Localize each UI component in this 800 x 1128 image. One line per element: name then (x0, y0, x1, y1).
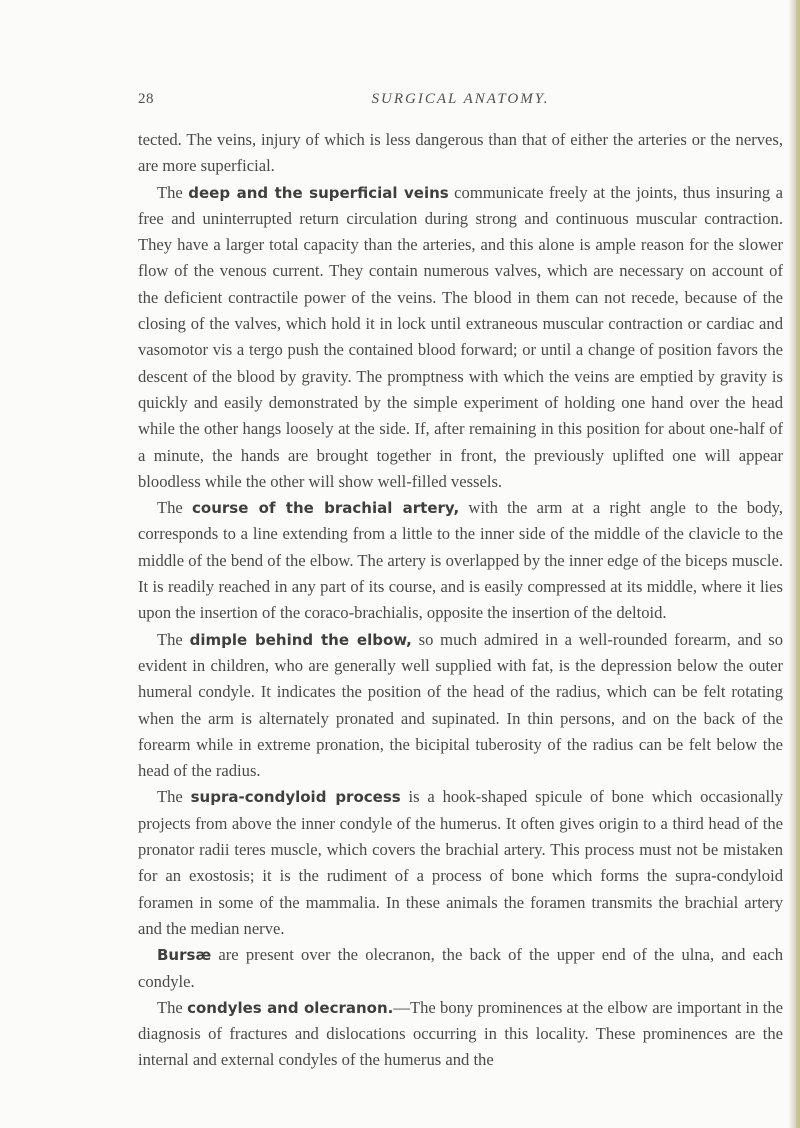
bold-term: condyles and olecranon. (187, 998, 394, 1017)
paragraph-text: with the arm at a right angle to the body, corresponds to a line extending from a little to the inner side of the middle of the clavicle to the middle of the bend of the elbow. The artery is overlapped by the inner edge of the biceps muscle. It is readily reached in any part of its course, and is easily compressed at its middle, where it lies upon the insertion of the coraco-brachialis, opposite the insertion of the deltoid. (138, 498, 784, 623)
bold-term: deep and the superficial veins (188, 183, 449, 202)
paragraph-brachial-artery (138, 495, 783, 626)
paragraph-text: —The bony prominences at the elbow are important in the diagnosis of fractures and dislocations occurring in this locality. These prominences are the internal and external condyles of the humerus and the (138, 997, 783, 1070)
paragraph-text: is a hook-shaped spicule of bone which occasionally projects from above the inner condyle of the humerus. It often gives origin to a third head of the pronator radii teres muscle, which covers the brachial artery. This process must not be mistaken for an exostosis; it is the rudiment of a process of bone which forms the supra-condyloid foramen in some of the mammalia. In these animals the foramen transmits the brachial artery and the median nerve. (138, 787, 784, 938)
running-title: SURGICAL ANATOMY. (371, 91, 550, 107)
paragraph-lead: The (157, 498, 193, 518)
page-edge-shading (788, 0, 800, 1128)
page-number: 28 (138, 91, 154, 107)
paragraph-lead: The (157, 787, 191, 807)
paragraph-text: so much admired in a well-rounded forearm, and so evident in children, who are generally well supplied with fat, is the depression below the outer humeral condyle. It indicates the position of the head of the radius, which can be felt rotating when the arm is alternately pronated and supinated. In thin persons, and on the back of the forearm while in extreme pronation, the bicipital tuberosity of the radius can be felt below the head of the radius. (138, 629, 783, 781)
paragraph-lead: The (157, 629, 190, 649)
paragraph-text: tected. The veins, injury of which is less dangerous than that of either the arteries or the nerves, are more superficial. (138, 130, 783, 176)
paragraph-text: are present over the olecranon, the back of the upper end of the ulna, and each condyle. (138, 945, 783, 991)
paragraph-bursae (138, 942, 783, 995)
paragraph-lead: The (157, 997, 188, 1017)
paragraph-condyles (138, 995, 783, 1074)
bold-term: supra-condyloid process (190, 788, 401, 807)
bold-term: Bursæ (157, 946, 212, 965)
paragraph-veins (138, 180, 783, 496)
page-header (138, 91, 783, 113)
paragraph-supra-condyloid (138, 784, 783, 942)
paragraph-lead: The (157, 182, 189, 202)
bold-term: dimple behind the elbow, (189, 630, 412, 649)
paragraph-continuation (138, 127, 783, 180)
paragraph-text: communicate freely at the joints, thus insuring a free and uninterrupted return circulation during strong and continuous muscular contraction. They have a larger total capacity than the arteries, and this alone is ample reason for the slower flow of the venous current. They contain numerous valves, which are necessary on account of the deficient contractile power of the veins. The blood in them can not recede, because of the closing of the valves, which hold it in lock until extraneous muscular contraction or cardiac and vasomotor vis a tergo push the contained blood forward; or until a change of position favors the descent of the blood by gravity. The promptness with which the veins are emptied by gravity is quickly and easily demonstrated by the simple experiment of holding one hand over the head while the other hangs loosely at the side. If, after remaining in this position for about one-half of a minute, the hands are brought together in front, the previously uplifted one will appear bloodless while the other will show well-filled vessels. (138, 182, 783, 491)
body-text (138, 127, 783, 1074)
paragraph-elbow-dimple (138, 627, 783, 785)
bold-term: course of the brachial artery, (192, 499, 460, 518)
